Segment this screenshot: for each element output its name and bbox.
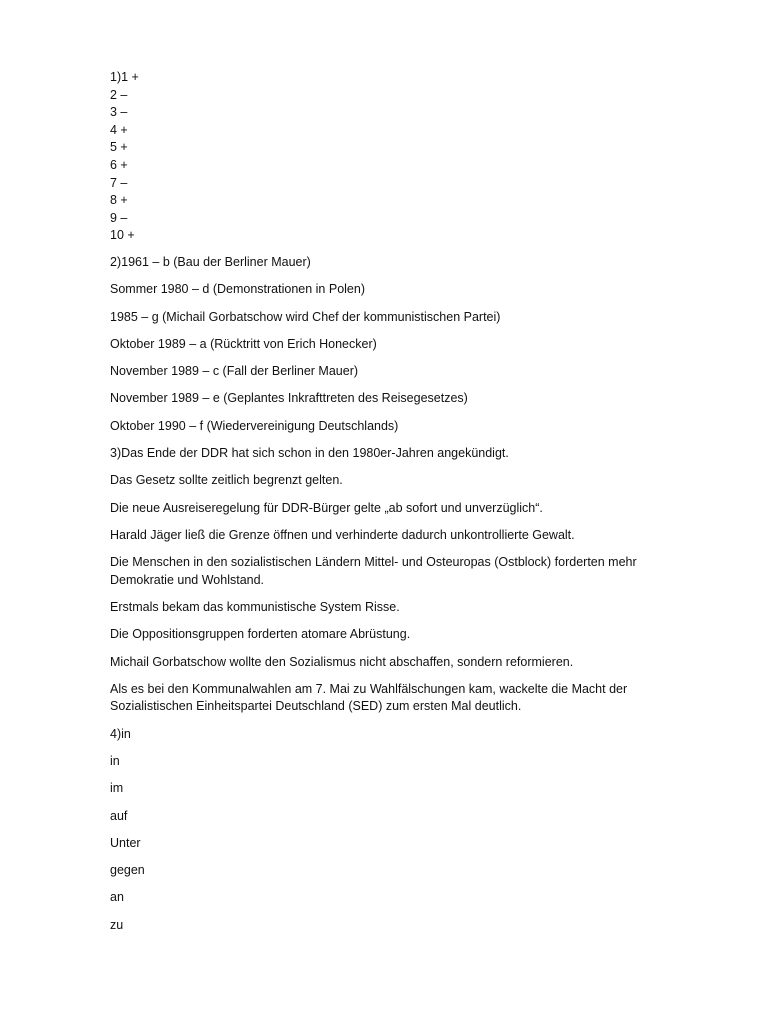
statement-paragraph: 3)Das Ende der DDR hat sich schon in den 1980er-Jahren angekündigt. (110, 446, 509, 461)
section-4-prepositions (110, 726, 670, 935)
statement-paragraph: Die Oppositionsgruppen forderten atomare Abrüstung. (110, 627, 411, 642)
statement-paragraph: Michail Gorbatschow wollte den Sozialismus nicht abschaffen, sondern reformieren. (110, 654, 574, 669)
timeline-entry: November 1989 – e (Geplantes Inkrafttreten des Reisegesetzes) (110, 391, 468, 406)
answer-line: 5 + (110, 140, 128, 155)
timeline-entry: Oktober 1989 – a (Rücktritt von Erich Honecker) (110, 336, 377, 351)
timeline-entry: November 1989 – c (Fall der Berliner Mauer) (110, 364, 359, 379)
preposition-answer: Unter (110, 835, 141, 850)
preposition-answer: an (110, 890, 124, 905)
preposition-answer: auf (110, 808, 128, 823)
answer-line: 4 + (110, 122, 128, 137)
preposition-answer: gegen (110, 863, 145, 878)
timeline-entry: 2)1961 – b (Bau der Berliner Mauer) (110, 254, 311, 269)
answer-line: 6 + (110, 157, 128, 172)
preposition-answer: im (110, 781, 124, 796)
section-3-statements (110, 445, 670, 716)
preposition-answer: 4)in (110, 726, 131, 741)
statement-paragraph: Erstmals bekam das kommunistische System Risse. (110, 600, 400, 614)
statement-paragraph: Als es bei den Kommunalwahlen am 7. Mai zu Wahlfälschungen kam, wackelte die Macht der Sozialistischen Einheitspartei Deutschland (SED) zum ersten Mal deutlich. (110, 681, 628, 714)
answer-line: 1)1 + (110, 70, 139, 84)
answer-line: 7 – (110, 175, 128, 190)
timeline-entry: 1985 – g (Michail Gorbatschow wird Chef der kommunistischen Partei) (110, 309, 501, 324)
answer-line: 8 + (110, 193, 128, 208)
timeline-entry: Oktober 1990 – f (Wiedervereinigung Deutschlands) (110, 418, 399, 433)
preposition-answer: in (110, 753, 120, 768)
answer-line: 10 + (110, 228, 135, 243)
statement-paragraph: Das Gesetz sollte zeitlich begrenzt gelten. (110, 473, 343, 488)
answer-line: 3 – (110, 105, 128, 120)
timeline-entry: Sommer 1980 – d (Demonstrationen in Polen) (110, 282, 365, 297)
answer-line: 2 – (110, 87, 128, 102)
statement-paragraph: Die neue Ausreiseregelung für DDR-Bürger gelte „ab sofort und unverzüglich“. (110, 500, 543, 515)
section-2-timeline (110, 254, 670, 435)
statement-paragraph: Die Menschen in den sozialistischen Ländern Mittel- und Osteuropas (Ostblock) forderten mehr Demokratie und Wohlstand. (110, 555, 637, 587)
answer-line: 9 – (110, 210, 128, 225)
statement-paragraph: Harald Jäger ließ die Grenze öffnen und verhinderte dadurch unkontrollierte Gewalt. (110, 527, 575, 542)
preposition-answer: zu (110, 917, 124, 932)
document-page (110, 69, 670, 934)
section-1-answers (110, 69, 670, 245)
